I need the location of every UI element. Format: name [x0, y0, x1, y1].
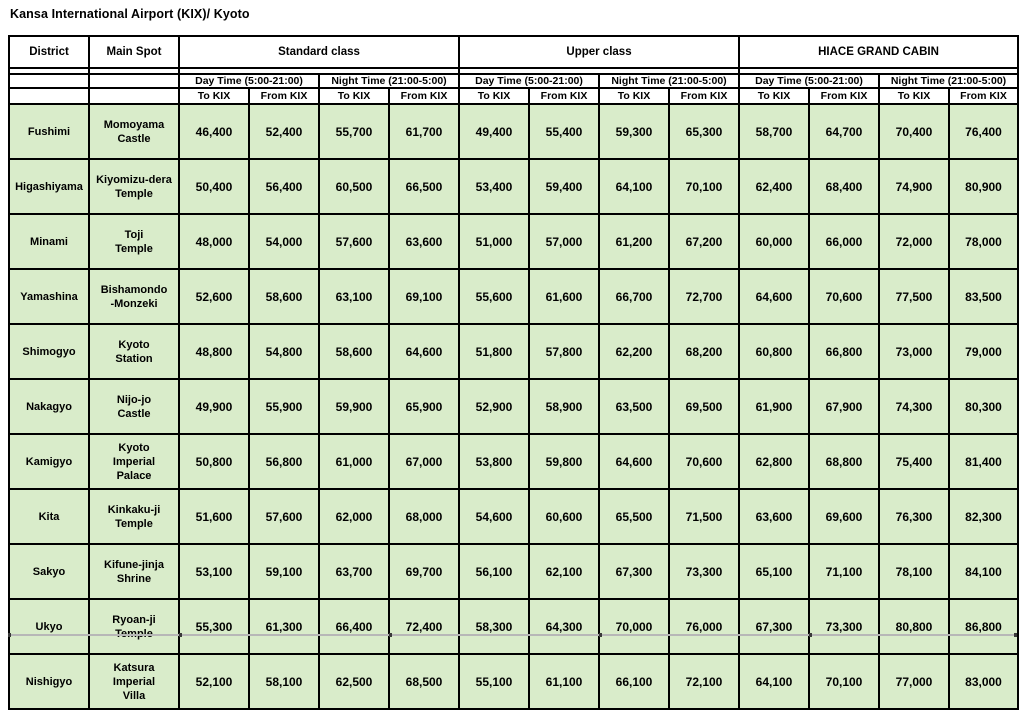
- fare-table: [8, 35, 1019, 710]
- fare-cell: 66,800: [809, 324, 879, 379]
- header-to-kix: To KIX: [739, 88, 809, 104]
- fare-cell: 63,600: [739, 489, 809, 544]
- fare-cell: 57,600: [249, 489, 319, 544]
- fare-cell: 62,100: [529, 544, 599, 599]
- fare-cell: 70,600: [809, 269, 879, 324]
- fare-cell: 62,000: [319, 489, 389, 544]
- fare-cell: 72,400: [389, 599, 459, 654]
- fare-cell: 58,600: [249, 269, 319, 324]
- fare-cell: 48,000: [179, 214, 249, 269]
- fare-cell: 76,300: [879, 489, 949, 544]
- empty-header-cell: [89, 88, 179, 104]
- fare-cell: 83,000: [949, 654, 1018, 709]
- fare-cell: 53,400: [459, 159, 529, 214]
- fare-cell: 56,400: [249, 159, 319, 214]
- header-to-kix: To KIX: [319, 88, 389, 104]
- fare-cell: 67,300: [739, 599, 809, 654]
- table-edge-tick: [8, 633, 11, 637]
- fare-cell: 76,000: [669, 599, 739, 654]
- district-cell: Sakyo: [9, 544, 89, 599]
- fare-cell: 64,700: [809, 104, 879, 159]
- fare-cell: 58,700: [739, 104, 809, 159]
- fare-cell: 58,100: [249, 654, 319, 709]
- district-cell: Minami: [9, 214, 89, 269]
- district-cell: Nakagyo: [9, 379, 89, 434]
- header-hiace-day-time: Day Time (5:00-21:00): [739, 74, 879, 88]
- fare-cell: 70,100: [809, 654, 879, 709]
- main-spot-cell: Kifune-jinja Shrine: [89, 544, 179, 599]
- fare-cell: 55,700: [319, 104, 389, 159]
- fare-cell: 72,100: [669, 654, 739, 709]
- main-spot-cell: Toji Temple: [89, 214, 179, 269]
- fare-cell: 80,900: [949, 159, 1018, 214]
- fare-cell: 73,300: [669, 544, 739, 599]
- district-cell: Higashiyama: [9, 159, 89, 214]
- main-spot-cell: Katsura Imperial Villa: [89, 654, 179, 709]
- fare-cell: 72,000: [879, 214, 949, 269]
- district-cell: Nishigyo: [9, 654, 89, 709]
- fare-cell: 46,400: [179, 104, 249, 159]
- fare-cell: 60,000: [739, 214, 809, 269]
- fare-cell: 69,500: [669, 379, 739, 434]
- fare-cell: 65,300: [669, 104, 739, 159]
- fare-cell: 55,300: [179, 599, 249, 654]
- fare-cell: 70,600: [669, 434, 739, 489]
- main-spot-cell: Nijo-jo Castle: [89, 379, 179, 434]
- main-spot-cell: Kyoto Imperial Palace: [89, 434, 179, 489]
- header-standard-day-time: Day Time (5:00-21:00): [179, 74, 319, 88]
- fare-cell: 73,300: [809, 599, 879, 654]
- header-row-times: [9, 74, 1018, 88]
- table-row: [9, 104, 1018, 159]
- header-upper-class: Upper class: [459, 36, 739, 68]
- fare-cell: 84,100: [949, 544, 1018, 599]
- main-spot-cell: Kinkaku-ji Temple: [89, 489, 179, 544]
- fare-cell: 60,800: [739, 324, 809, 379]
- empty-header-cell: [89, 74, 179, 88]
- empty-header-cell: [9, 88, 89, 104]
- table-row: [9, 269, 1018, 324]
- header-upper-day-time: Day Time (5:00-21:00): [459, 74, 599, 88]
- fare-cell: 60,600: [529, 489, 599, 544]
- district-cell: Kamigyo: [9, 434, 89, 489]
- fare-cell: 68,000: [389, 489, 459, 544]
- fare-cell: 67,300: [599, 544, 669, 599]
- fare-cell: 77,500: [879, 269, 949, 324]
- fare-cell: 79,000: [949, 324, 1018, 379]
- fare-cell: 59,800: [529, 434, 599, 489]
- fare-cell: 49,900: [179, 379, 249, 434]
- fare-cell: 68,200: [669, 324, 739, 379]
- fare-cell: 74,300: [879, 379, 949, 434]
- fare-cell: 62,800: [739, 434, 809, 489]
- header-from-kix: From KIX: [249, 88, 319, 104]
- header-to-kix: To KIX: [879, 88, 949, 104]
- fare-cell: 66,100: [599, 654, 669, 709]
- header-hiace-night-time: Night Time (21:00-5:00): [879, 74, 1018, 88]
- fare-cell: 57,000: [529, 214, 599, 269]
- fare-cell: 55,900: [249, 379, 319, 434]
- fare-cell: 59,400: [529, 159, 599, 214]
- table-row: [9, 489, 1018, 544]
- fare-cell: 63,600: [389, 214, 459, 269]
- fare-cell: 76,400: [949, 104, 1018, 159]
- fare-cell: 62,500: [319, 654, 389, 709]
- fare-cell: 59,100: [249, 544, 319, 599]
- header-from-kix: From KIX: [529, 88, 599, 104]
- header-to-kix: To KIX: [599, 88, 669, 104]
- fare-cell: 69,100: [389, 269, 459, 324]
- fare-cell: 61,900: [739, 379, 809, 434]
- fare-cell: 65,900: [389, 379, 459, 434]
- fare-cell: 68,500: [389, 654, 459, 709]
- district-cell: Yamashina: [9, 269, 89, 324]
- table-edge-tick: [389, 633, 392, 637]
- table-edge-tick: [179, 633, 182, 637]
- fare-cell: 78,100: [879, 544, 949, 599]
- fare-cell: 61,000: [319, 434, 389, 489]
- table-row: [9, 379, 1018, 434]
- table-row: [9, 544, 1018, 599]
- fare-cell: 52,400: [249, 104, 319, 159]
- header-to-kix: To KIX: [459, 88, 529, 104]
- fare-cell: 51,000: [459, 214, 529, 269]
- table-row: [9, 434, 1018, 489]
- fare-cell: 51,600: [179, 489, 249, 544]
- fare-cell: 64,600: [389, 324, 459, 379]
- fare-cell: 67,000: [389, 434, 459, 489]
- fare-table-head: [9, 36, 1018, 104]
- fare-cell: 61,100: [529, 654, 599, 709]
- fare-cell: 61,700: [389, 104, 459, 159]
- fare-cell: 64,600: [739, 269, 809, 324]
- fare-cell: 69,600: [809, 489, 879, 544]
- fare-cell: 67,900: [809, 379, 879, 434]
- district-cell: Ukyo: [9, 599, 89, 654]
- fare-cell: 75,400: [879, 434, 949, 489]
- district-cell: Kita: [9, 489, 89, 544]
- fare-cell: 65,100: [739, 544, 809, 599]
- fare-cell: 64,100: [739, 654, 809, 709]
- fare-cell: 80,800: [879, 599, 949, 654]
- fare-cell: 56,800: [249, 434, 319, 489]
- fare-cell: 48,800: [179, 324, 249, 379]
- fare-cell: 64,600: [599, 434, 669, 489]
- fare-cell: 61,200: [599, 214, 669, 269]
- header-row-classes: [9, 36, 1018, 68]
- fare-cell: 58,600: [319, 324, 389, 379]
- fare-cell: 71,500: [669, 489, 739, 544]
- fare-cell: 78,000: [949, 214, 1018, 269]
- fare-cell: 62,400: [739, 159, 809, 214]
- fare-table-body: [9, 104, 1018, 709]
- fare-cell: 82,300: [949, 489, 1018, 544]
- fare-cell: 52,900: [459, 379, 529, 434]
- next-section-cutoff-line: [8, 634, 1017, 636]
- table-row: [9, 159, 1018, 214]
- fare-cell: 50,800: [179, 434, 249, 489]
- fare-cell: 70,000: [599, 599, 669, 654]
- fare-cell: 80,300: [949, 379, 1018, 434]
- fare-cell: 58,900: [529, 379, 599, 434]
- fare-cell: 70,100: [669, 159, 739, 214]
- fare-cell: 68,800: [809, 434, 879, 489]
- fare-cell: 63,500: [599, 379, 669, 434]
- fare-cell: 66,400: [319, 599, 389, 654]
- table-row: [9, 654, 1018, 709]
- fare-cell: 53,800: [459, 434, 529, 489]
- fare-cell: 63,700: [319, 544, 389, 599]
- fare-cell: 73,000: [879, 324, 949, 379]
- header-from-kix: From KIX: [809, 88, 879, 104]
- header-district: District: [9, 36, 89, 68]
- fare-cell: 57,800: [529, 324, 599, 379]
- table-row: [9, 324, 1018, 379]
- table-row: [9, 599, 1018, 654]
- fare-cell: 54,800: [249, 324, 319, 379]
- table-row: [9, 214, 1018, 269]
- fare-cell: 66,500: [389, 159, 459, 214]
- fare-cell: 71,100: [809, 544, 879, 599]
- fare-cell: 77,000: [879, 654, 949, 709]
- fare-cell: 51,800: [459, 324, 529, 379]
- district-cell: Shimogyo: [9, 324, 89, 379]
- fare-cell: 72,700: [669, 269, 739, 324]
- fare-cell: 55,400: [529, 104, 599, 159]
- fare-cell: 65,500: [599, 489, 669, 544]
- page-title: Kansa International Airport (KIX)/ Kyoto: [10, 7, 250, 21]
- fare-cell: 86,800: [949, 599, 1018, 654]
- fare-cell: 54,000: [249, 214, 319, 269]
- fare-cell: 70,400: [879, 104, 949, 159]
- table-edge-tick: [1014, 633, 1017, 637]
- fare-cell: 54,600: [459, 489, 529, 544]
- fare-cell: 68,400: [809, 159, 879, 214]
- fare-cell: 60,500: [319, 159, 389, 214]
- fare-cell: 66,700: [599, 269, 669, 324]
- header-from-kix: From KIX: [389, 88, 459, 104]
- fare-cell: 56,100: [459, 544, 529, 599]
- main-spot-cell: Kyoto Station: [89, 324, 179, 379]
- fare-cell: 64,300: [529, 599, 599, 654]
- fare-cell: 61,600: [529, 269, 599, 324]
- fare-cell: 83,500: [949, 269, 1018, 324]
- fare-cell: 66,000: [809, 214, 879, 269]
- header-upper-night-time: Night Time (21:00-5:00): [599, 74, 739, 88]
- fare-cell: 67,200: [669, 214, 739, 269]
- main-spot-cell: Ryoan-ji: [89, 599, 179, 654]
- fare-cell: 52,100: [179, 654, 249, 709]
- header-from-kix: From KIX: [669, 88, 739, 104]
- main-spot-cell: Momoyama Castle: [89, 104, 179, 159]
- header-row-directions: [9, 88, 1018, 104]
- fare-cell: 50,400: [179, 159, 249, 214]
- fare-cell: 59,900: [319, 379, 389, 434]
- header-main-spot: Main Spot: [89, 36, 179, 68]
- fare-cell: 52,600: [179, 269, 249, 324]
- header-standard-night-time: Night Time (21:00-5:00): [319, 74, 459, 88]
- fare-cell: 62,200: [599, 324, 669, 379]
- fare-cell: 69,700: [389, 544, 459, 599]
- fare-cell: 61,300: [249, 599, 319, 654]
- fare-cell: 58,300: [459, 599, 529, 654]
- district-cell: Fushimi: [9, 104, 89, 159]
- main-spot-cell: Bishamondo -Monzeki: [89, 269, 179, 324]
- fare-cell: 74,900: [879, 159, 949, 214]
- fare-cell: 55,100: [459, 654, 529, 709]
- fare-cell: 59,300: [599, 104, 669, 159]
- header-from-kix: From KIX: [949, 88, 1018, 104]
- table-edge-tick: [809, 633, 812, 637]
- header-to-kix: To KIX: [179, 88, 249, 104]
- header-hiace-grand-cabin: HIACE GRAND CABIN: [739, 36, 1018, 68]
- fare-cell: 53,100: [179, 544, 249, 599]
- fare-cell: 64,100: [599, 159, 669, 214]
- header-standard-class: Standard class: [179, 36, 459, 68]
- fare-cell: 57,600: [319, 214, 389, 269]
- main-spot-cell: Kiyomizu-dera Temple: [89, 159, 179, 214]
- table-edge-tick: [599, 633, 602, 637]
- fare-cell: 55,600: [459, 269, 529, 324]
- fare-cell: 49,400: [459, 104, 529, 159]
- empty-header-cell: [9, 74, 89, 88]
- fare-cell: 81,400: [949, 434, 1018, 489]
- fare-cell: 63,100: [319, 269, 389, 324]
